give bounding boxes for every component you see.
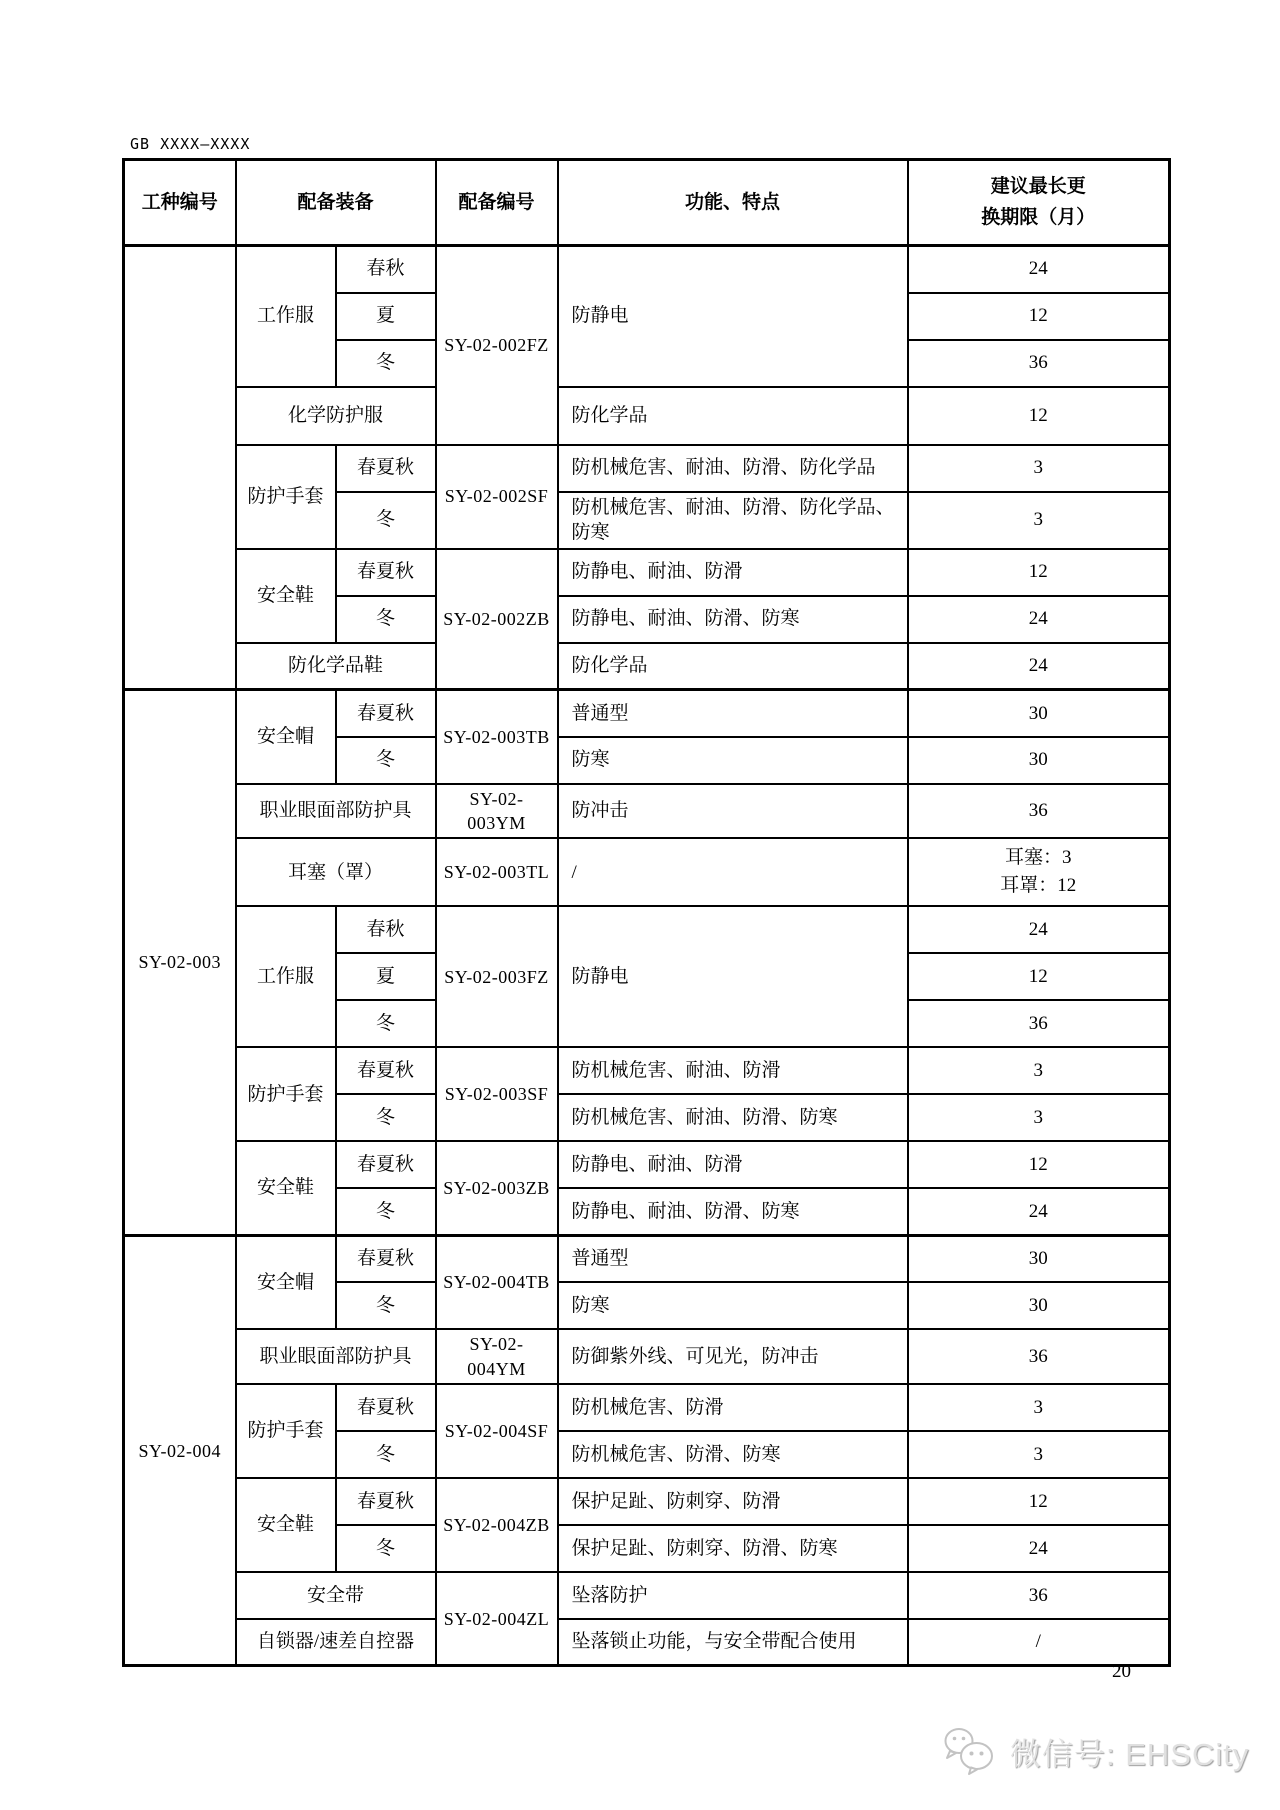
cell-months: 30 bbox=[908, 1282, 1170, 1329]
cell-feature: 坠落锁止功能，与安全带配合使用 bbox=[558, 1619, 908, 1666]
cell-equipment-code: SY-02-002FZ bbox=[436, 246, 558, 445]
cell-months: 24 bbox=[908, 596, 1170, 643]
cell-feature: 防化学品 bbox=[558, 643, 908, 690]
cell-feature: 防静电、耐油、防滑、防寒 bbox=[558, 596, 908, 643]
table-row bbox=[124, 1235, 1170, 1282]
watermark-label: 微信号: EHSCity bbox=[1010, 1736, 1250, 1772]
cell-equipment: 工作服 bbox=[236, 906, 336, 1047]
table-header-row bbox=[124, 160, 1170, 246]
cell-equipment: 安全带 bbox=[236, 1572, 436, 1619]
cell-months: 24 bbox=[908, 1188, 1170, 1235]
cell-feature: 防寒 bbox=[558, 1282, 908, 1329]
cell-months-line2: 耳罩：12 bbox=[1000, 875, 1077, 897]
cell-feature: 防机械危害、耐油、防滑、防寒 bbox=[558, 1094, 908, 1141]
cell-months: 30 bbox=[908, 737, 1170, 784]
cell-equipment-code: SY-02-003ZB bbox=[436, 1141, 558, 1235]
cell-feature: 保护足趾、防刺穿、防滑 bbox=[558, 1478, 908, 1525]
cell-feature: 防机械危害、耐油、防滑 bbox=[558, 1047, 908, 1094]
wechat-icon bbox=[938, 1724, 998, 1778]
cell-equipment-code: SY-02-004YM bbox=[436, 1329, 558, 1384]
page-number: 20 bbox=[1112, 1661, 1131, 1682]
cell-months: 3 bbox=[908, 1047, 1170, 1094]
table-row bbox=[124, 1572, 1170, 1619]
cell-equipment: 化学防护服 bbox=[236, 387, 436, 445]
table-row bbox=[124, 549, 1170, 596]
cell-months: 3 bbox=[908, 1094, 1170, 1141]
cell-equipment-code: SY-02-002SF bbox=[436, 445, 558, 549]
cell-feature: 普通型 bbox=[558, 1235, 908, 1282]
cell-job-code: SY-02-003 bbox=[124, 690, 236, 1236]
cell-season: 冬 bbox=[336, 596, 436, 643]
cell-season: 冬 bbox=[336, 1188, 436, 1235]
cell-months: 24 bbox=[908, 643, 1170, 690]
table-row bbox=[124, 1141, 1170, 1188]
cell-equipment-code: SY-02-003TL bbox=[436, 838, 558, 906]
cell-season: 春秋 bbox=[336, 906, 436, 953]
cell-season: 冬 bbox=[336, 1000, 436, 1047]
cell-feature: 防静电 bbox=[558, 906, 908, 1047]
table-row bbox=[124, 445, 1170, 492]
cell-feature: 防静电、耐油、防滑 bbox=[558, 1141, 908, 1188]
header-replacement-line2: 换期限（月） bbox=[981, 206, 1096, 228]
table-row bbox=[124, 1047, 1170, 1094]
cell-season: 春夏秋 bbox=[336, 1047, 436, 1094]
cell-feature: 保护足趾、防刺穿、防滑、防寒 bbox=[558, 1525, 908, 1572]
table-row bbox=[124, 1329, 1170, 1384]
header-equipment: 配备装备 bbox=[236, 160, 436, 246]
cell-months: / bbox=[908, 1619, 1170, 1666]
cell-season: 春夏秋 bbox=[336, 1478, 436, 1525]
cell-months: 3 bbox=[908, 492, 1170, 549]
cell-season: 夏 bbox=[336, 953, 436, 1000]
cell-months: 30 bbox=[908, 1235, 1170, 1282]
cell-months: 12 bbox=[908, 953, 1170, 1000]
cell-feature: 防机械危害、防滑 bbox=[558, 1384, 908, 1431]
cell-season: 冬 bbox=[336, 1094, 436, 1141]
cell-months: 30 bbox=[908, 690, 1170, 737]
cell-months: 24 bbox=[908, 906, 1170, 953]
cell-feature: 坠落防护 bbox=[558, 1572, 908, 1619]
cell-equipment: 工作服 bbox=[236, 246, 336, 387]
cell-equipment-code: SY-02-002ZB bbox=[436, 549, 558, 690]
cell-equipment: 防护手套 bbox=[236, 1047, 336, 1141]
cell-months: 24 bbox=[908, 1525, 1170, 1572]
cell-months: 12 bbox=[908, 549, 1170, 596]
cell-months: 12 bbox=[908, 387, 1170, 445]
cell-months bbox=[908, 838, 1170, 906]
cell-equipment: 防化学品鞋 bbox=[236, 643, 436, 690]
table-row bbox=[124, 784, 1170, 839]
cell-equipment-code: SY-02-003FZ bbox=[436, 906, 558, 1047]
cell-season: 春夏秋 bbox=[336, 1235, 436, 1282]
cell-feature: 防化学品 bbox=[558, 387, 908, 445]
cell-feature: 防机械危害、防滑、防寒 bbox=[558, 1431, 908, 1478]
cell-feature: / bbox=[558, 838, 908, 906]
table-row bbox=[124, 1619, 1170, 1666]
watermark bbox=[938, 1720, 1249, 1782]
cell-feature: 防机械危害、耐油、防滑、防化学品、防寒 bbox=[558, 492, 908, 549]
cell-equipment: 防护手套 bbox=[236, 1384, 336, 1478]
header-features: 功能、特点 bbox=[558, 160, 908, 246]
table-row bbox=[124, 246, 1170, 293]
header-equipment-code: 配备编号 bbox=[436, 160, 558, 246]
cell-season: 冬 bbox=[336, 340, 436, 387]
cell-equipment: 安全帽 bbox=[236, 1235, 336, 1329]
cell-season: 冬 bbox=[336, 1431, 436, 1478]
cell-months: 12 bbox=[908, 293, 1170, 340]
cell-months: 36 bbox=[908, 1329, 1170, 1384]
header-replacement-line1: 建议最长更 bbox=[990, 176, 1086, 198]
cell-season: 春夏秋 bbox=[336, 549, 436, 596]
table-row bbox=[124, 838, 1170, 906]
cell-months: 3 bbox=[908, 445, 1170, 492]
cell-feature: 防寒 bbox=[558, 737, 908, 784]
cell-season: 冬 bbox=[336, 1282, 436, 1329]
cell-season: 冬 bbox=[336, 492, 436, 549]
cell-season: 夏 bbox=[336, 293, 436, 340]
cell-feature: 防静电、耐油、防滑 bbox=[558, 549, 908, 596]
cell-months: 3 bbox=[908, 1384, 1170, 1431]
cell-season: 春夏秋 bbox=[336, 1141, 436, 1188]
cell-months: 12 bbox=[908, 1478, 1170, 1525]
cell-equipment: 防护手套 bbox=[236, 445, 336, 549]
cell-equipment-code: SY-02-003TB bbox=[436, 690, 558, 784]
cell-months: 24 bbox=[908, 246, 1170, 293]
cell-equipment-code: SY-02-003YM bbox=[436, 784, 558, 839]
cell-season: 春夏秋 bbox=[336, 690, 436, 737]
cell-months: 3 bbox=[908, 1431, 1170, 1478]
table-row bbox=[124, 643, 1170, 690]
cell-feature: 防冲击 bbox=[558, 784, 908, 839]
header-job-code: 工种编号 bbox=[124, 160, 236, 246]
table-row bbox=[124, 387, 1170, 445]
cell-months: 36 bbox=[908, 1572, 1170, 1619]
cell-equipment: 职业眼面部防护具 bbox=[236, 784, 436, 839]
cell-season: 冬 bbox=[336, 1525, 436, 1572]
table-row bbox=[124, 1384, 1170, 1431]
cell-months: 36 bbox=[908, 784, 1170, 839]
cell-months-line1: 耳塞：3 bbox=[1005, 846, 1072, 868]
cell-feature: 普通型 bbox=[558, 690, 908, 737]
ppe-table bbox=[122, 158, 1171, 1667]
cell-months: 36 bbox=[908, 340, 1170, 387]
cell-season: 春夏秋 bbox=[336, 1384, 436, 1431]
cell-feature: 防静电 bbox=[558, 246, 908, 387]
cell-job-code: SY-02-004 bbox=[124, 1235, 236, 1666]
cell-equipment-code: SY-02-004TB bbox=[436, 1235, 558, 1329]
cell-feature: 防御紫外线、可见光，防冲击 bbox=[558, 1329, 908, 1384]
cell-months: 12 bbox=[908, 1141, 1170, 1188]
table-row bbox=[124, 1478, 1170, 1525]
cell-equipment: 耳塞（罩） bbox=[236, 838, 436, 906]
cell-equipment: 安全鞋 bbox=[236, 549, 336, 643]
cell-months: 36 bbox=[908, 1000, 1170, 1047]
cell-equipment: 自锁器/速差自控器 bbox=[236, 1619, 436, 1666]
cell-equipment: 安全鞋 bbox=[236, 1478, 336, 1572]
cell-season: 春夏秋 bbox=[336, 445, 436, 492]
cell-job-code bbox=[124, 246, 236, 690]
cell-season: 冬 bbox=[336, 737, 436, 784]
standard-code: GB XXXX—XXXX bbox=[130, 135, 251, 153]
cell-equipment-code: SY-02-003SF bbox=[436, 1047, 558, 1141]
cell-equipment: 职业眼面部防护具 bbox=[236, 1329, 436, 1384]
cell-feature: 防静电、耐油、防滑、防寒 bbox=[558, 1188, 908, 1235]
cell-feature: 防机械危害、耐油、防滑、防化学品 bbox=[558, 445, 908, 492]
header-replacement-period bbox=[908, 160, 1170, 246]
cell-equipment-code: SY-02-004ZB bbox=[436, 1478, 558, 1572]
cell-equipment-code: SY-02-004ZL bbox=[436, 1572, 558, 1666]
table-row bbox=[124, 690, 1170, 737]
cell-equipment-code: SY-02-004SF bbox=[436, 1384, 558, 1478]
table-row bbox=[124, 906, 1170, 953]
cell-equipment: 安全帽 bbox=[236, 690, 336, 784]
cell-season: 春秋 bbox=[336, 246, 436, 293]
cell-equipment: 安全鞋 bbox=[236, 1141, 336, 1235]
